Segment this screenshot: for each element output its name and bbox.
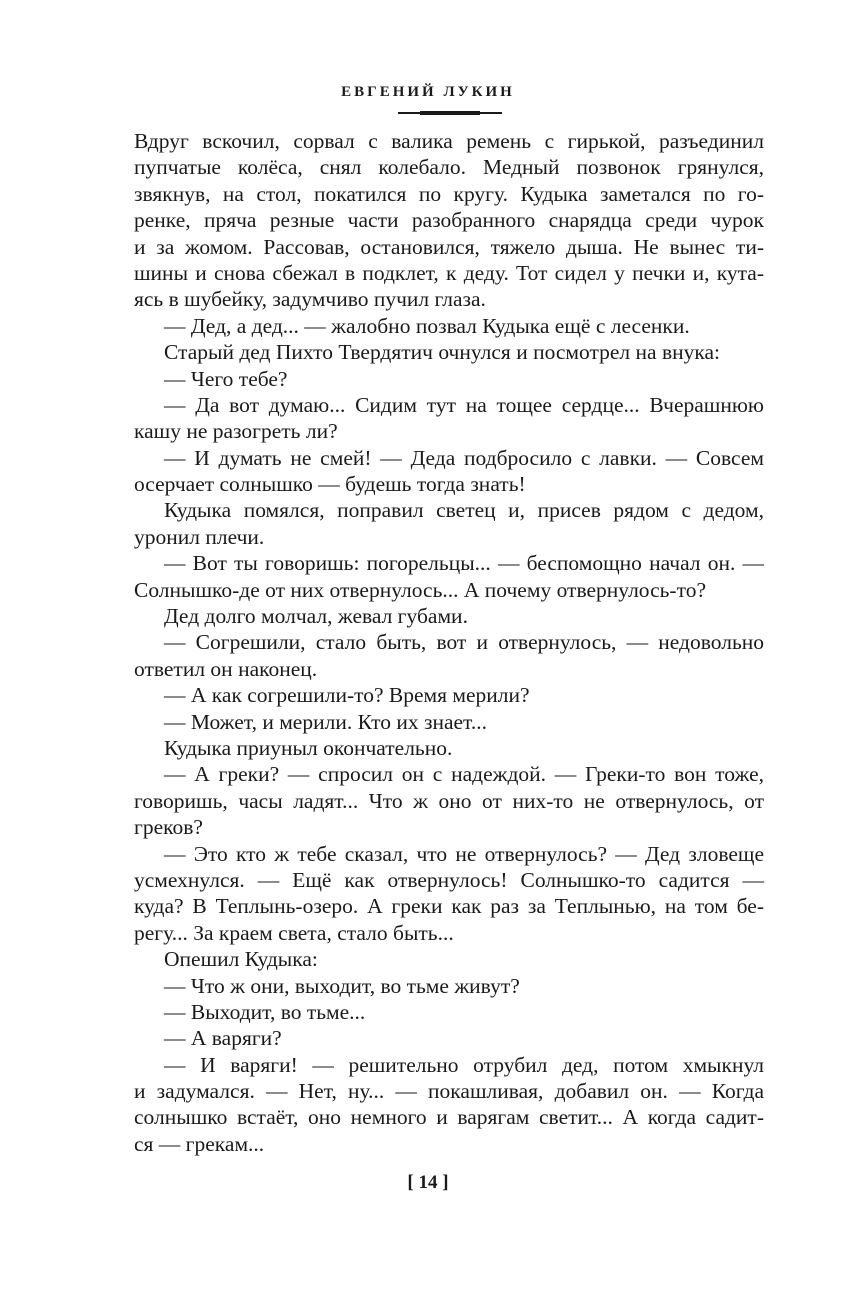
text-line: — Что ж они, выходит, во тьме живут? xyxy=(164,973,520,998)
text-line: ясь в шубейку, задумчиво пучил глаза. xyxy=(134,287,486,312)
text-line: регу... За краем света, стало быть... xyxy=(134,920,454,945)
text-line: куда? В Теплынь-озеро. А греки как раз за Теплынью, на том бе- xyxy=(134,894,764,919)
text-line: уронил плечи. xyxy=(134,524,265,549)
page-number: [ 14 ] xyxy=(407,1172,449,1193)
text-line: осерчает солнышко — будешь тогда знать! xyxy=(134,472,526,497)
text-line: и задумался. — Нет, ну... — покашливая, добавил он. — Когда xyxy=(134,1079,764,1104)
text-line: — Это кто ж тебе сказал, что не отвернулось? — Дед зловеще xyxy=(164,841,764,866)
text-line: Старый дед Пихто Твердятич очнулся и посмотрел на внука: xyxy=(164,340,721,365)
text-line: — Чего тебе? xyxy=(164,366,288,391)
text-line: — А варяги? xyxy=(164,1026,282,1051)
text-line: шины и снова сбежал в подклет, к деду. Тот сидел у печки и, кута- xyxy=(134,260,764,285)
text-line: греков? xyxy=(134,815,203,840)
text-line: говоришь, часы ладят... Что ж оно от них-то не отвернулось, от xyxy=(134,788,764,813)
text-line: звякнув, на стол, покатился по кругу. Кудыка заметался по го- xyxy=(134,181,764,206)
text-line: Дед долго молчал, жевал губами. xyxy=(164,604,468,629)
text-line: солнышко встаёт, оно немного и варягам светит... А когда садит- xyxy=(134,1105,764,1130)
text-line: — А как согрешили-то? Время мерили? xyxy=(164,683,530,708)
text-line: — И думать не смей! — Деда подбросило с лавки. — Совсем xyxy=(164,445,764,470)
text-line: пупчатые колёса, снял колебало. Медный позвонок грянулся, xyxy=(134,155,764,180)
text-line: ответил он наконец. xyxy=(134,656,318,681)
text-line: — А греки? — спросил он с надеждой. — Греки-то вон тоже, xyxy=(164,762,764,787)
text-line: кашу не разогреть ли? xyxy=(134,419,338,444)
text-line: — Вот ты говоришь: погорельцы... — беспомощно начал он. — xyxy=(164,551,764,576)
text-line: ся — грекам... xyxy=(134,1131,265,1156)
body-text xyxy=(134,128,764,1157)
text-line: ренке, пряча резные части разобранного снарядца среди чурок xyxy=(134,208,764,233)
text-line: — Дед, а дед... — жалобно позвал Кудыка ещё с лесенки. xyxy=(164,313,690,338)
running-head-author: ЕВГЕНИЙ ЛУКИН xyxy=(341,84,515,100)
text-line: — Может, и мерили. Кто их знает... xyxy=(164,709,487,734)
text-line: Солнышко-де от них отвернулось... А почему отвернулось-то? xyxy=(134,577,706,602)
text-line: и за жомом. Рассовав, остановился, тяжело дыша. Не вынес ти- xyxy=(134,234,764,259)
text-line: Кудыка приуныл окончательно. xyxy=(164,735,453,760)
text-line: — Выходит, во тьме... xyxy=(164,999,366,1024)
text-line: — Согрешили, стало быть, вот и отвернулось, — недовольно xyxy=(164,630,764,655)
running-head-rule-accent xyxy=(420,111,480,115)
text-line: Кудыка помялся, поправил светец и, присев рядом с дедом, xyxy=(164,498,764,523)
text-line: — И варяги! — решительно отрубил дед, потом хмыкнул xyxy=(164,1052,764,1077)
text-line: Опешил Кудыка: xyxy=(164,947,318,972)
text-line: — Да вот думаю... Сидим тут на тощее сердце... Вчерашнюю xyxy=(164,392,764,417)
text-line: усмехнулся. — Ещё как отвернулось! Солнышко-то садится — xyxy=(134,867,764,892)
text-line: Вдруг вскочил, сорвал с валика ремень с гирькой, разъединил xyxy=(134,129,764,153)
